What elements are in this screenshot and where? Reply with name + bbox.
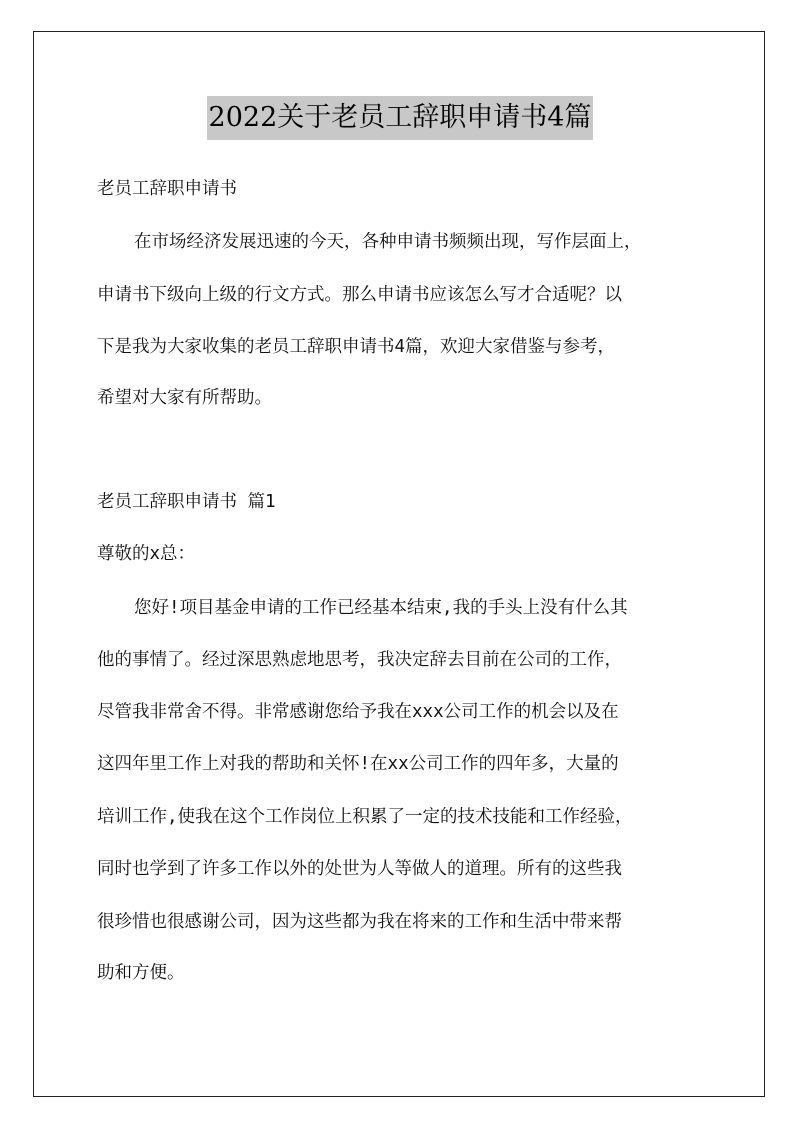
body-line: 他的事情了。经过深思熟虑地思考，我决定辞去目前在公司的工作，: [97, 650, 622, 670]
body-line: 您好!项目基金申请的工作已经基本结束,我的手头上没有什么其: [134, 598, 628, 618]
intro-line: 在市场经济发展迅速的今天，各种申请书频频出现，写作层面上，: [134, 232, 642, 252]
document-title: 2022关于老员工辞职申请书4篇: [207, 96, 594, 140]
body-line: 同时也学到了许多工作以外的处世为人等做人的道理。所有的这些我: [97, 859, 622, 879]
body-line: 培训工作,使我在这个工作岗位上积累了一定的技术技能和工作经验，: [97, 807, 633, 827]
intro-line: 下是我为大家收集的老员工辞职申请书4篇，欢迎大家借鉴与参考，: [97, 337, 616, 357]
body-line: 很珍惜也很感谢公司，因为这些都为我在将来的工作和生活中带来帮: [97, 912, 622, 932]
body-line: 这四年里工作上对我的帮助和关怀!在xx公司工作的四年多，大量的: [97, 754, 619, 774]
intro-line: 申请书下级向上级的行文方式。那么申请书应该怎么写才合适呢？以: [97, 285, 622, 305]
intro-line: 希望对大家有所帮助。: [97, 388, 272, 408]
section-heading: 老员工辞职申请书 篇1: [97, 492, 276, 512]
body-line: 助和方便。: [97, 963, 185, 983]
salutation: 尊敬的x总：: [97, 544, 196, 564]
body-line: 尽管我非常舍不得。非常感谢您给予我在xxx公司工作的机会以及在: [97, 702, 619, 722]
title-container: [0, 96, 800, 140]
document-heading: 老员工辞职申请书: [97, 179, 237, 199]
